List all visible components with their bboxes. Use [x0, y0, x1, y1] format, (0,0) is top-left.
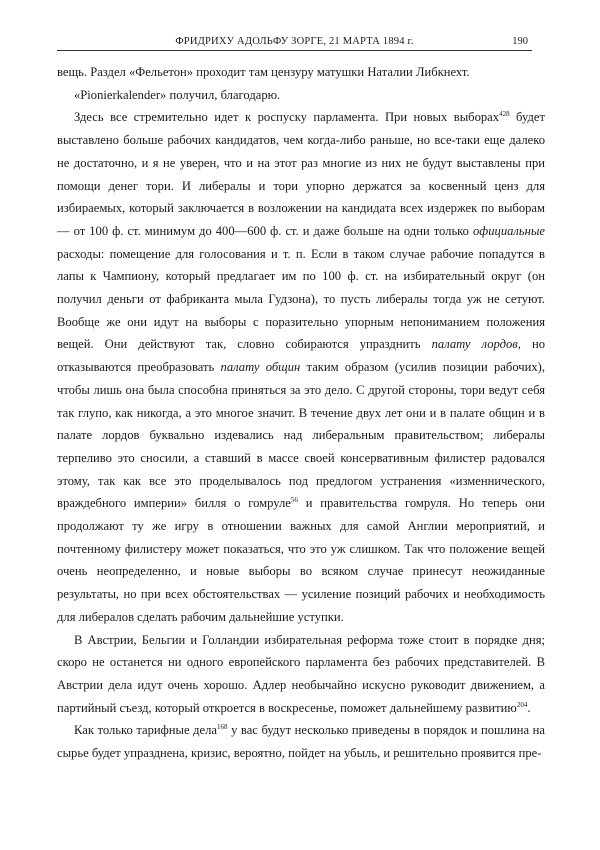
paragraph-1: [57, 61, 545, 84]
paragraph-3: [57, 106, 545, 628]
paragraph-4-text-b: .: [527, 700, 531, 715]
running-header: [57, 36, 532, 51]
paragraph-3-text-d: расходы: помещение для голосования и т. п. Если в таком случае рабочие попадутся в лапы к Чампиону, который предлагает им по 100 ф. ст. на избирательный округ (он получил деньги от фабриканта мыла Гудзона), то пусть либералы тогда уж не сетуют. Вообще же они идут на выборы с поразительно упорным непониманием положения вещей. Они действуют так, словно собираются упразднить: [57, 246, 545, 352]
paragraph-1-text: вещь. Раздел «Фельетон» проходит там цензуру матушки Наталии Либкнехт.: [57, 65, 470, 79]
page-body: [57, 61, 545, 765]
paragraph-3-text-b: будет выставлено больше рабочих кандидатов, чем когда-либо раньше, но все-таки еще далеко не достаточно, и я не уверен, что и на этот раз многие из них не будут выставлены при помощи денег тори. И либералы и тори упорно держатся за косвенный ценз для избираемых, который заключается в возложении на кандидата всех издержек по выборам — от 100 ф. ст. минимум до 400—600 ф. ст. и даже больше на одни только: [57, 110, 545, 238]
paragraph-2-text: «Pionierkalender» получил, благодарю.: [74, 87, 281, 102]
paragraph-4-text-a: В Австрии, Бельгии и Голландии избирательная реформа тоже стоит в порядке дня; скоро не останется ни одного европейского парламента без рабочих представителей. В Австрии дела идут очень хорошо. Адлер необычайно искусно руководит движением, а партийный съезд, который откроется в воскресенье, поможет дальнейшему развитию: [57, 632, 545, 715]
footnote-ref-428: 428: [499, 110, 510, 119]
paragraph-5-text-a: Как только тарифные дела: [74, 723, 218, 738]
footnote-ref-204: 204: [516, 700, 528, 709]
paragraph-5: [57, 719, 545, 764]
paragraph-3-text-h: таким образом (усилив позиции рабочих), чтобы лишь она была способна приняться за это дело. С другой стороны, тори ведут себя так глупо, как никогда, а это многое значит. В течение двух лет они и в палате общин и в палате лордов буквально издевались над либеральным правительством; либералы терпеливо это сносили, а ставший в массе своей консервативным филистер радовался этому, так как все это проделывалось под предлогом устранения «изменнического, враждебного империи» билля о гомруле: [57, 360, 546, 511]
paragraph-5-text-b: у вас будут несколько приведены в порядок и пошлина на сырье будет упразднена, кризис, вероятно, пойдет на убыль, и решительно проявится пре-: [57, 723, 545, 761]
emphasis-house-of-commons: палату общин: [220, 360, 301, 375]
emphasis-house-of-lords: палату лордов,: [431, 337, 521, 352]
paragraph-2: [57, 84, 545, 107]
paragraph-3-text-i: и правительства гомруля. Но теперь они продолжают ту же игру в отношении важных для самой Англии мероприятий, и почтенному филистеру может показаться, что это уж слишком. Так что положение вещей очень неопределенно, и новые выборы во всяком случае принесут неожиданные результаты, но при всех обстоятельствах — усиление позиций рабочих и необходимость для либералов сделать рабочим дальнейшие уступки.: [57, 496, 545, 624]
paragraph-3-text-a: Здесь все стремительно идет к роспуску парламента. При новых выборах: [74, 110, 500, 125]
paragraph-4: [57, 629, 545, 720]
page-number: 190: [512, 36, 528, 47]
footnote-ref-56: 56: [290, 496, 298, 505]
emphasis-official: официальные: [472, 223, 545, 238]
running-title: ФРИДРИХУ АДОЛЬФУ ЗОРГЕ, 21 МАРТА 1894 г.: [175, 36, 414, 47]
paragraph-3-text-f: но отказываются преобразовать: [57, 337, 545, 375]
footnote-ref-168: 168: [217, 723, 228, 732]
